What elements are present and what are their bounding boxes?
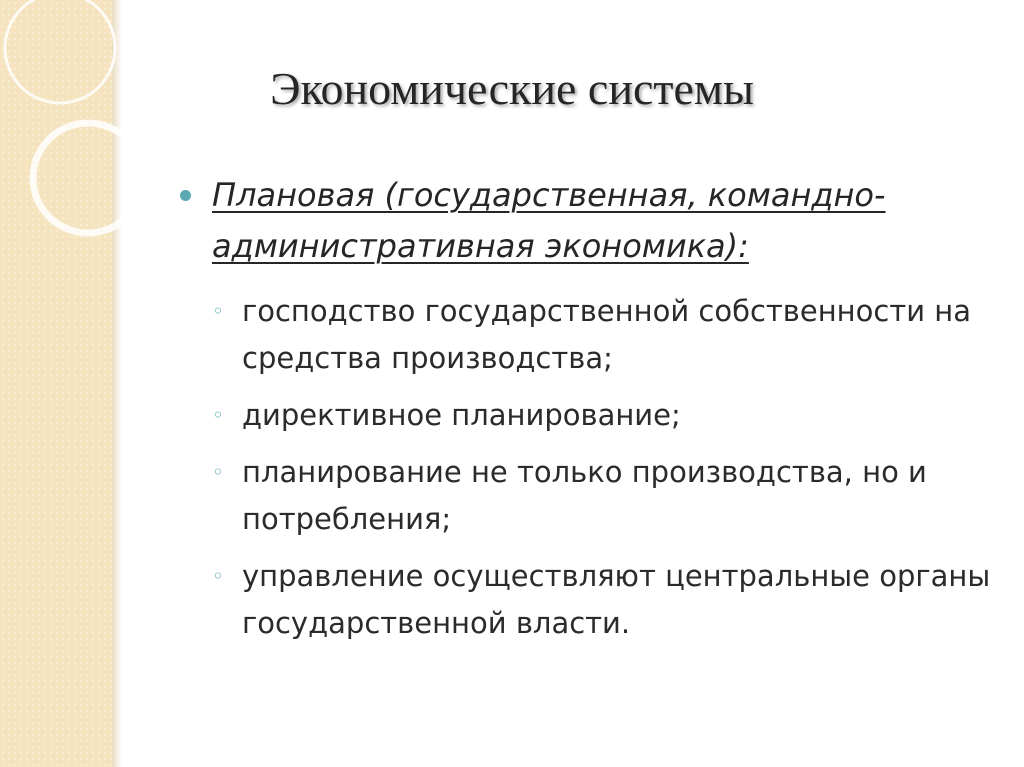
sub-bullet-item bbox=[212, 392, 992, 439]
circle-bullet-icon: ◦ bbox=[212, 403, 224, 427]
sub-bullet-list bbox=[212, 288, 992, 657]
sub-bullet-item bbox=[212, 288, 992, 382]
sub-bullet-text: директивное планирование; bbox=[242, 398, 681, 432]
circle-bullet-icon: ◦ bbox=[212, 564, 224, 588]
sub-bullet-item bbox=[212, 553, 992, 647]
sub-bullet-text: господство государственной собственности на средства производства; bbox=[242, 294, 972, 375]
sub-bullet-text: планирование не только производства, но и потребления; bbox=[242, 455, 927, 536]
circle-bullet-icon: ◦ bbox=[212, 299, 224, 323]
circle-bullet-icon: ◦ bbox=[212, 460, 224, 484]
main-bullet-icon bbox=[180, 190, 191, 201]
sub-bullet-text: управление осуществляют центральные органы государственной власти. bbox=[242, 559, 991, 640]
slide-title: Экономические системы bbox=[270, 63, 754, 114]
main-bullet-text: Плановая (государственная, командно-административная экономика): bbox=[212, 176, 886, 265]
decorative-rings bbox=[0, 0, 130, 300]
sub-bullet-item bbox=[212, 449, 992, 543]
